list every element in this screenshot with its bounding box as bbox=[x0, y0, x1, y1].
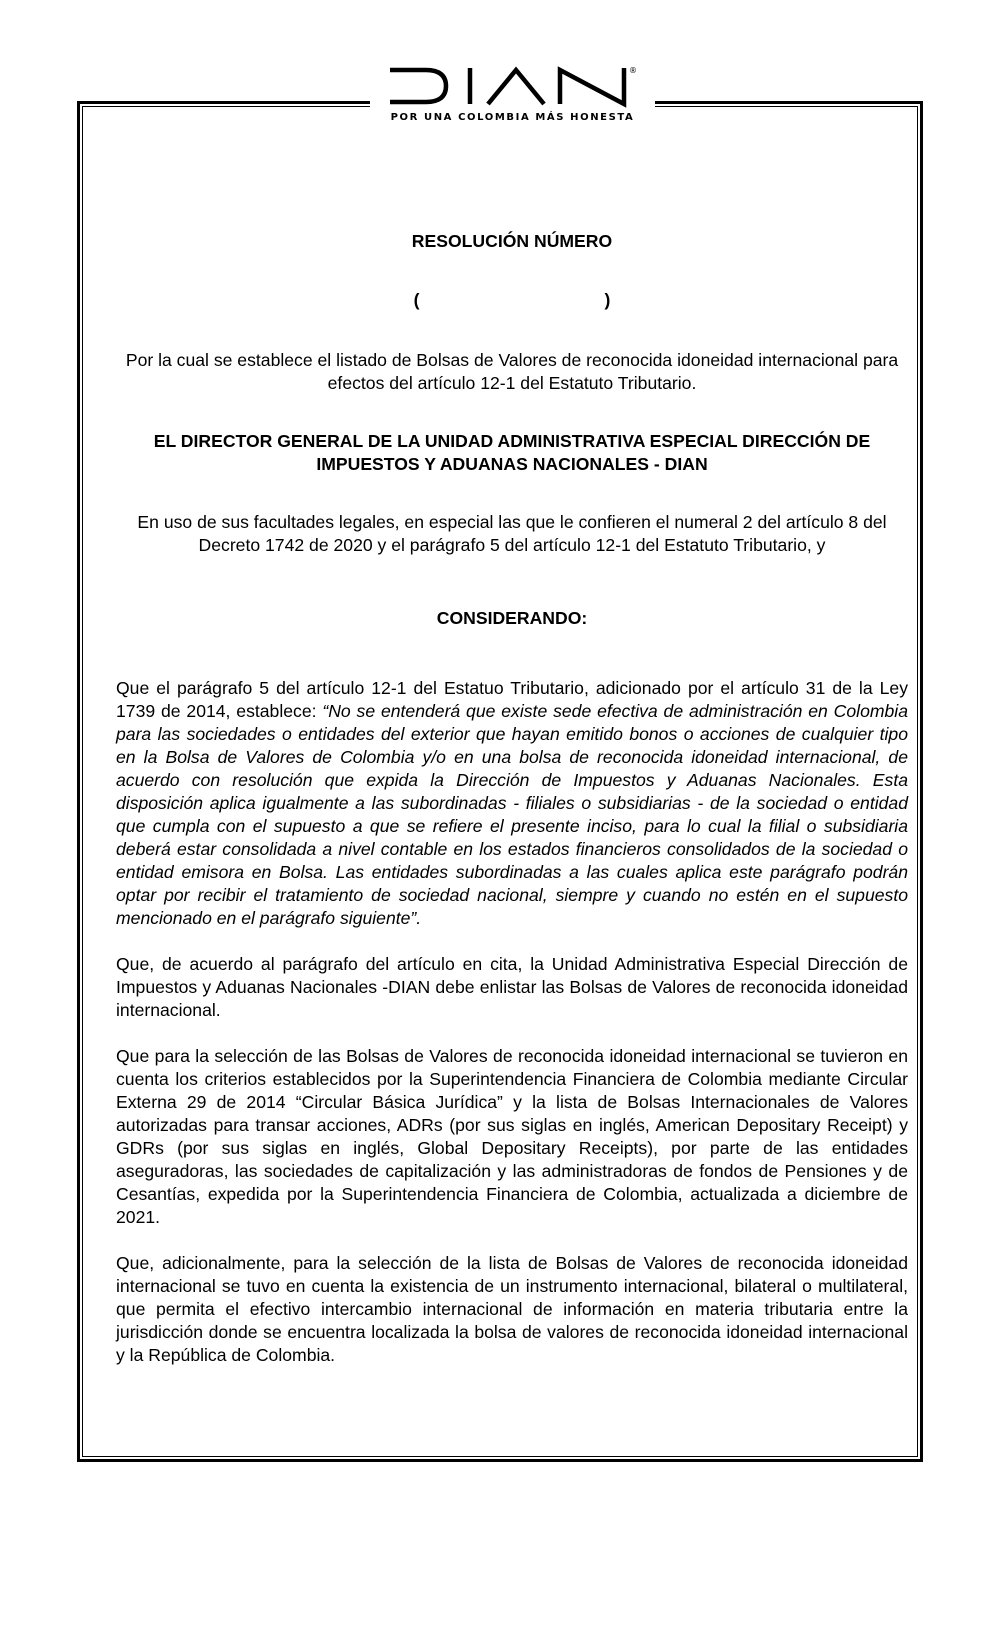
considerando-paragraph-2: Que, de acuerdo al parágrafo del artículo en cita, la Unidad Administrativa Especial Dirección de Impuestos y Aduanas Nacionales -DIAN debe enlistar las Bolsas de Valores de reconocida idoneidad internacional. bbox=[116, 954, 908, 1020]
paragraph-1-quote: “No se entenderá que existe sede efectiva de administración en Colombia para las sociedades o entidades del exterior que hayan emitido bonos o acciones de cualquier tipo en la Bolsa de Valores de Colombia y/o en una bolsa de reconocida idoneidad internacional, de acuerdo con resolución que expida la Dirección de Impuestos y Aduanas Nacionales. Esta disposición aplica igualmente a las subordinadas - filiales o subsidiarias - de la sociedad o entidad que cumpla con el supuesto a que se refiere el presente inciso, para lo cual la filial o subsidiaria deberá estar consolidada a nivel contable en los estados financieros consolidados de la sociedad o entidad emisora en Bolsa. Las entidades subordinadas a las cuales aplica este parágrafo podrán optar por recibir el tratamiento de sociedad nacional, siempre y cuando no estén en el supuesto mencionado en el parágrafo siguiente”. bbox=[116, 701, 908, 928]
number-open-paren: ( bbox=[413, 290, 420, 310]
registered-mark: ® bbox=[628, 66, 637, 75]
considerando-heading: CONSIDERANDO: bbox=[436, 608, 588, 628]
legal-powers: En uso de sus facultades legales, en especial las que le confieren el numeral 2 del artículo 8 del Decreto 1742 de 2020 y el parágrafo 5 del artículo 12-1 del Estatuto Tributario, y bbox=[137, 512, 887, 555]
resolution-number bbox=[116, 289, 908, 312]
dian-logo bbox=[370, 56, 655, 134]
dian-wordmark-logo bbox=[388, 64, 638, 108]
considerando-paragraph-3: Que para la selección de las Bolsas de Valores de reconocida idoneidad internacional se tuvieron en cuenta los criterios establecidos por la Superintendencia Financiera de Colombia mediante Circular Externa 29 de 2014 “Circular Básica Jurídica” y la lista de Bolsas Internacionales de Valores autorizadas para transar acciones, ADRs (por sus siglas en inglés, American Depositary Receipt) y GDRs (por sus siglas en inglés, Global Depositary Receipts), por parte de las entidades aseguradoras, las sociedades de capitalización y las administradoras de fondos de Pensiones y de Cesantías, expedida por la Superintendencia Financiera de Colombia, actualizada a diciembre de 2021. bbox=[116, 1046, 908, 1227]
resolution-title: RESOLUCIÓN NÚMERO bbox=[411, 231, 613, 251]
considerando-paragraph-1 bbox=[116, 677, 908, 930]
issuing-authority: EL DIRECTOR GENERAL DE LA UNIDAD ADMINISTRATIVA ESPECIAL DIRECCIÓN DE IMPUESTOS Y ADUANAS NACIONALES - DIAN bbox=[153, 431, 871, 474]
resolution-subject: Por la cual se establece el listado de Bolsas de Valores de reconocida idoneidad internacional para efectos del artículo 12-1 del Estatuto Tributario. bbox=[125, 350, 899, 393]
logo-tagline: POR UNA COLOMBIA MÁS HONESTA bbox=[390, 112, 635, 123]
paragraph-1-intro: Que el parágrafo 5 del artículo 12-1 del Estatuo Tributario, adicionado por el artículo 31 de la Ley 1739 de 2014, establece: bbox=[116, 678, 908, 721]
considerando-paragraph-4: Que, adicionalmente, para la selección de la lista de Bolsas de Valores de reconocida idoneidad internacional se tuvo en cuenta la existencia de un instrumento internacional, bilateral o multilateral, que permita el efectivo intercambio internacional de información en materia tributaria entre la jurisdicción donde se encuentra localizada la bolsa de valores de reconocida idoneidad internacional y la República de Colombia. bbox=[116, 1253, 908, 1365]
document-body bbox=[116, 230, 908, 1367]
number-close-paren: ) bbox=[604, 290, 611, 310]
